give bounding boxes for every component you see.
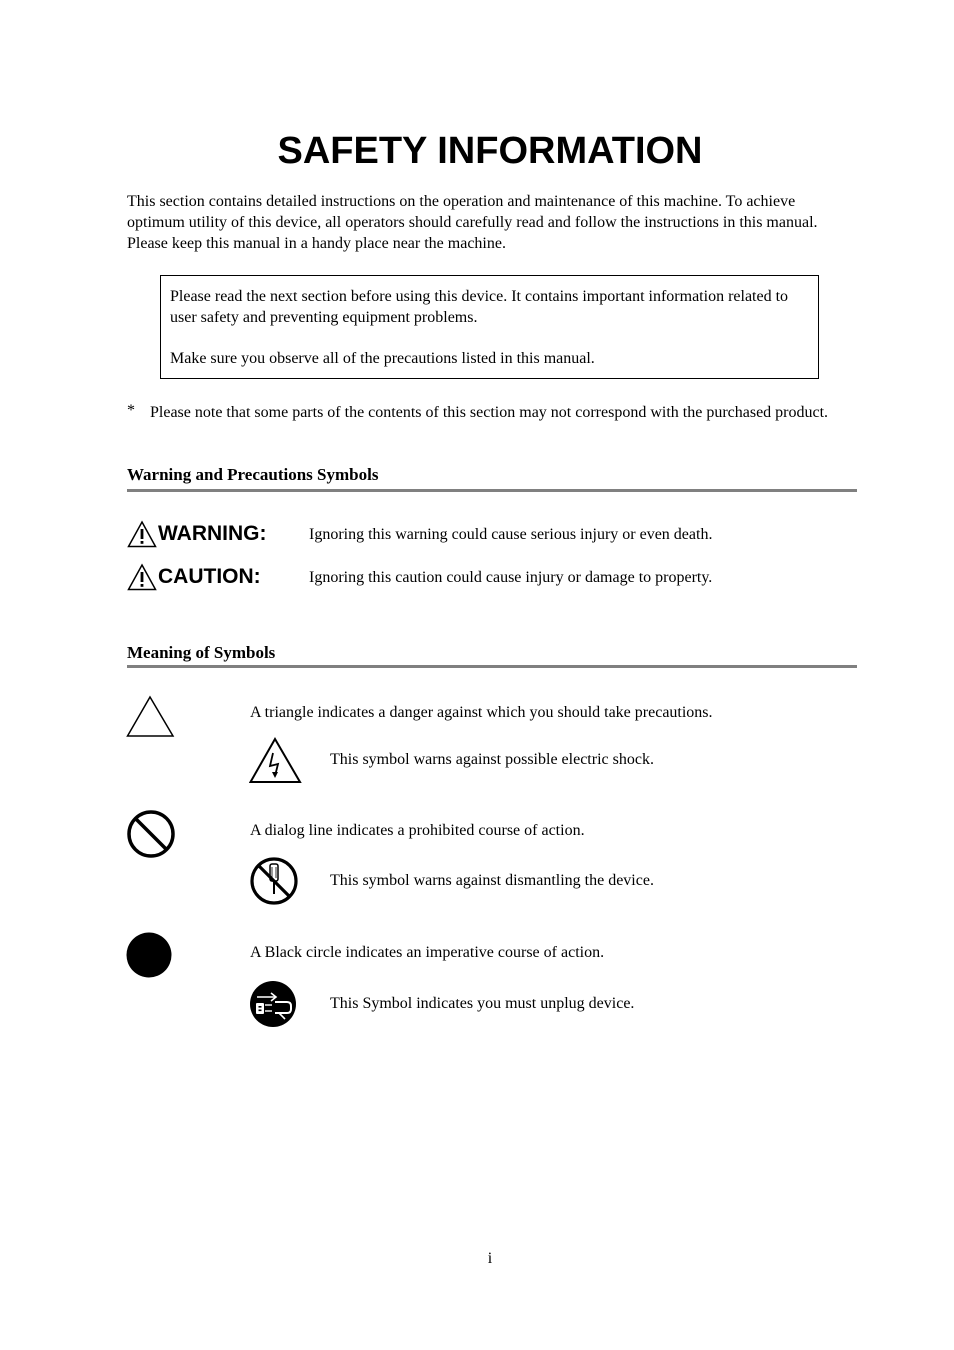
section-divider [127, 665, 857, 668]
warning-label: WARNING: [158, 522, 267, 545]
black-circle-icon [126, 931, 174, 979]
notice-line-1: Please read the next section before using this device. It contains important information related to user safety and preventing equipment problems. [170, 288, 789, 326]
unplug-icon [249, 979, 301, 1029]
prohibition-description: A dialog line indicates a prohibited course of action. [250, 822, 585, 839]
caution-signal [127, 563, 261, 591]
caution-triangle-icon [127, 563, 157, 591]
warning-triangle-icon [127, 520, 157, 548]
note-marker: * [127, 402, 135, 419]
section-divider [127, 489, 857, 492]
symbols-section-heading: Meaning of Symbols [127, 643, 276, 662]
page-title: SAFETY INFORMATION [277, 130, 703, 172]
no-dismantle-icon [249, 856, 301, 908]
warning-signal [127, 520, 267, 548]
electric-shock-description: This symbol warns against possible electric shock. [330, 751, 654, 768]
unplug-description: This Symbol indicates you must unplug device. [330, 995, 635, 1012]
notice-box [160, 275, 819, 379]
electric-shock-icon [249, 737, 303, 785]
prohibition-icon [126, 810, 176, 860]
note-text: Please note that some parts of the contents of this section may not correspond with the purchased product. [150, 404, 829, 421]
warning-section-heading: Warning and Precautions Symbols [127, 465, 379, 484]
intro-paragraph: This section contains detailed instructions on the operation and maintenance of this machine. To achieve optimum utility of this device, all operators should carefully read and follow the instructions in this manual. Please keep this manual in a handy place near the machine. [127, 193, 818, 252]
black-circle-description: A Black circle indicates an imperative course of action. [250, 944, 605, 961]
page-number: i [487, 1250, 493, 1267]
caution-description: Ignoring this caution could cause injury or damage to property. [309, 569, 713, 586]
warning-description: Ignoring this warning could cause serious injury or even death. [309, 526, 713, 543]
triangle-icon [126, 695, 176, 739]
notice-line-2: Make sure you observe all of the precautions listed in this manual. [170, 350, 595, 367]
no-dismantle-description: This symbol warns against dismantling the device. [330, 872, 654, 889]
triangle-description: A triangle indicates a danger against which you should take precautions. [250, 704, 713, 721]
caution-label: CAUTION: [158, 565, 261, 588]
